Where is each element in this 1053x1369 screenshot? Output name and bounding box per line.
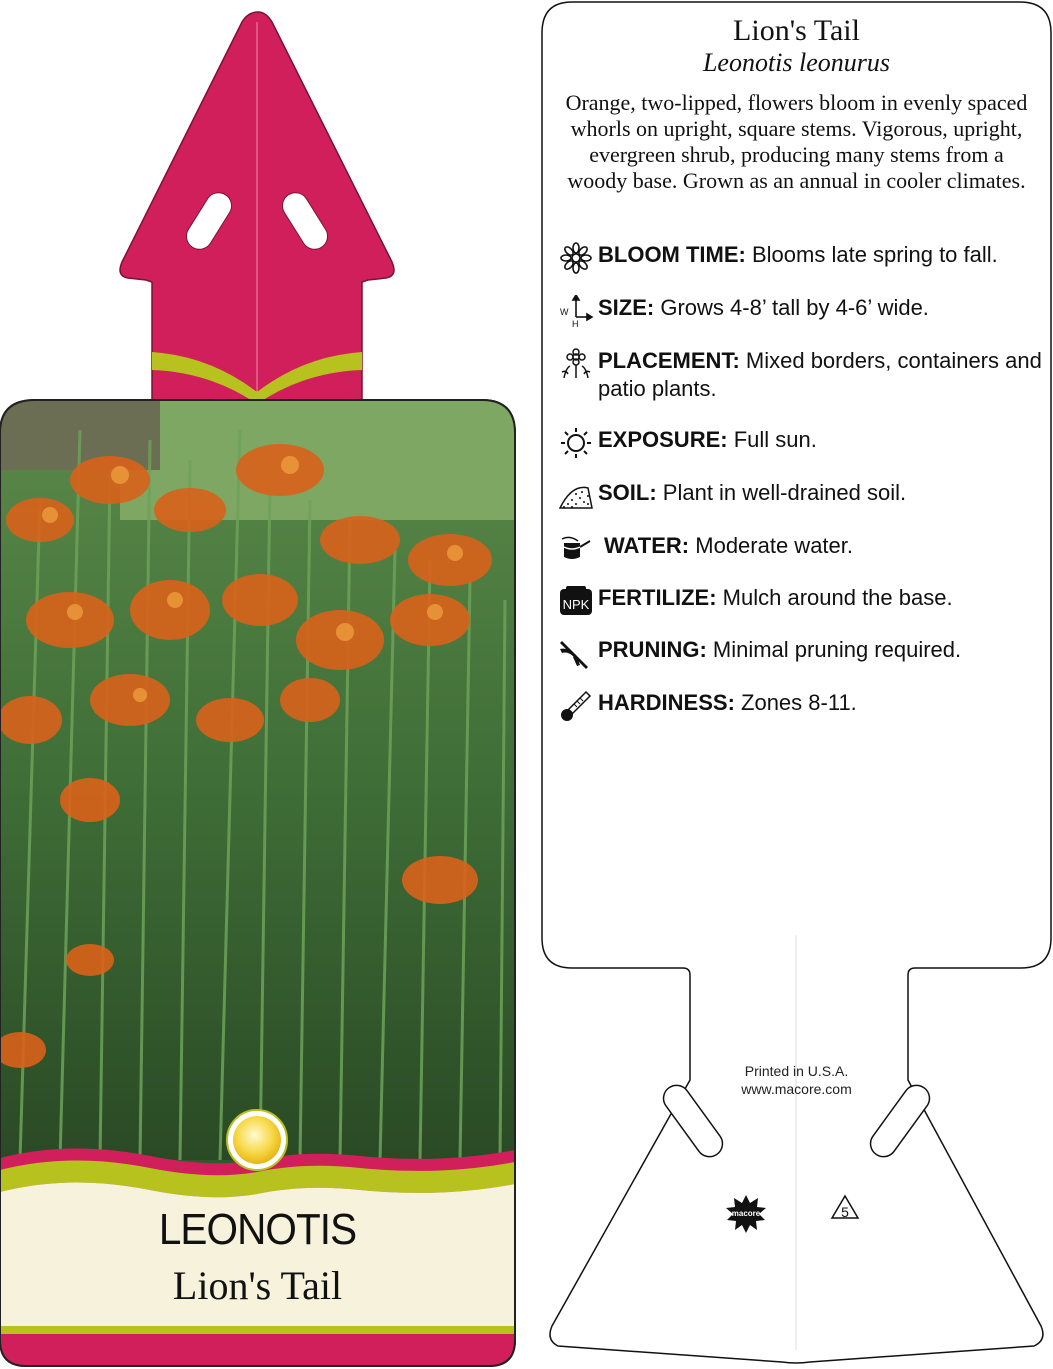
care-label: SIZE: [598, 295, 655, 320]
plant-tag-front [0, 0, 520, 1369]
botanical-name: Leonotis leonurus [702, 48, 891, 77]
size-height-letter: H [572, 319, 579, 327]
npk-label: NPK [562, 597, 590, 612]
tag-back-shape [540, 0, 1053, 1369]
care-label: FERTILIZE: [598, 585, 717, 610]
care-text: Blooms late spring to fall. [745, 242, 998, 267]
flower-icon [558, 242, 594, 274]
size-width-letter: W [560, 307, 569, 317]
pruning-shears-icon [558, 637, 594, 669]
full-sun-badge-icon [227, 1110, 287, 1170]
care-label: PRUNING: [598, 637, 707, 662]
care-label: EXPOSURE: [598, 427, 728, 452]
thermometer-icon [558, 690, 594, 722]
printer-info [690, 1062, 903, 1098]
care-text: Mixed borders, containers and patio plants. [598, 348, 1042, 401]
plant-description: Orange, two-lipped, flowers bloom in evenly spaced whorls on upright, square stems. Vigorous, upright, evergreen shrub, producing many stems from a woody base. Grown as an annual in cooler climates. [565, 90, 1028, 193]
npk-fertilizer-icon [558, 585, 594, 617]
genus-name: LEONOTIS [158, 1205, 357, 1254]
care-label: PLACEMENT: [598, 348, 740, 373]
care-label: WATER: [604, 533, 690, 558]
tag-front-shape [0, 0, 520, 1369]
care-text: Mulch around the base. [716, 585, 953, 610]
care-label: SOIL: [598, 480, 657, 505]
care-text: Full sun. [727, 427, 817, 452]
size-arrows-icon [558, 295, 594, 327]
common-name: Lion's Tail [172, 1263, 343, 1308]
printed-in-label: Printed in U.S.A. [744, 1063, 849, 1079]
care-label: BLOOM TIME: [598, 242, 746, 267]
back-title: Lion's Tail [733, 14, 860, 47]
macore-logo-text: macore [731, 1209, 761, 1218]
soil-icon [558, 480, 594, 512]
website-label: www.macore.com [741, 1081, 852, 1097]
care-label: HARDINESS: [598, 690, 735, 715]
watering-can-icon [558, 533, 594, 565]
plant-photo [0, 400, 515, 1160]
recycle-number: 5 [841, 1204, 849, 1220]
plant-tag-back [540, 0, 1053, 1369]
care-text: Plant in well-drained soil. [656, 480, 907, 505]
sun-icon [558, 427, 594, 459]
placement-icon [558, 348, 594, 380]
care-text: Grows 4-8’ tall by 4-6’ wide. [654, 295, 929, 320]
care-text: Zones 8-11. [734, 690, 857, 715]
care-text: Minimal pruning required. [706, 637, 962, 662]
care-text: Moderate water. [689, 533, 854, 558]
